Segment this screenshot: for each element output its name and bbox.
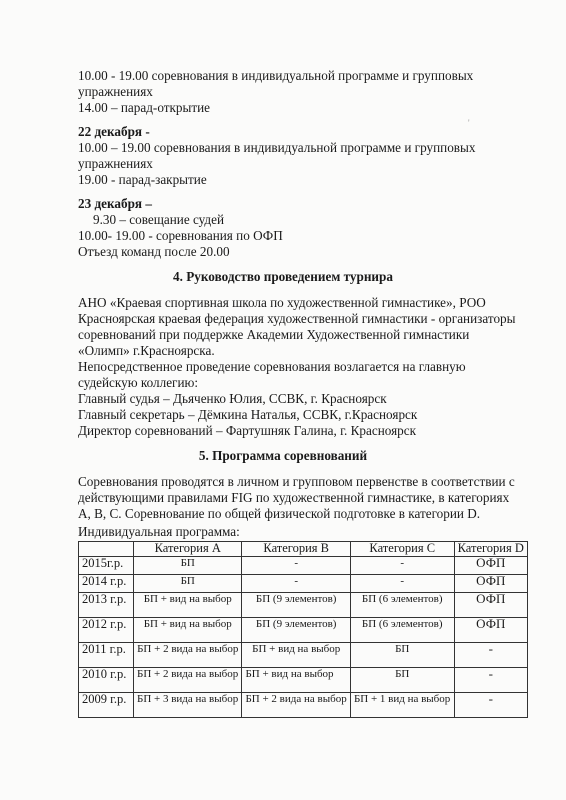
table-cell: БП + 3 вида на выбор [134, 693, 242, 718]
year-cell: 2011 г.р. [79, 643, 134, 668]
paragraph-line: Непосредственное проведение соревнования возлагается на главную [78, 359, 466, 374]
schedule-line: 14.00 – парад-открытие [78, 100, 211, 115]
paragraph-line: А, В, С. Соревнование по общей физической подготовке в категории D. [78, 506, 481, 521]
header-cell: Категория D [454, 542, 528, 557]
schedule-line: 10.00 - 19.00 соревнования в индивидуальной программе и групповых [78, 68, 474, 83]
paragraph-line: Соревнования проводятся в личном и групповом первенстве в соответствии с [78, 474, 515, 489]
date-heading: 23 декабря – [78, 196, 152, 211]
table-cell: БП + 2 вида на выбор [242, 693, 350, 718]
schedule-line: упражнениях [78, 156, 153, 171]
paragraph-line: АНО «Краевая спортивная школа по художественной гимнастике», РОО [78, 295, 486, 310]
table-cell: - [242, 557, 350, 575]
table-row [79, 618, 528, 643]
section-heading: 4. Руководство проведением турнира [173, 269, 393, 284]
table-cell: БП [350, 643, 454, 668]
schedule-line: 9.30 – совещание судей [93, 212, 225, 227]
table-row [79, 593, 528, 618]
section-heading: 5. Программа соревнований [198, 448, 368, 463]
table-cell: - [350, 575, 454, 593]
table-cell: БП + 1 вид на выбор [350, 693, 454, 718]
table-cell: БП (9 элементов) [242, 618, 350, 643]
table-cell: БП (6 элементов) [350, 618, 454, 643]
header-cell: Категория С [350, 542, 454, 557]
table-cell: БП (9 элементов) [242, 593, 350, 618]
paragraph-line: соревнований при поддержке Академии Художественной гимнастики [78, 327, 470, 342]
scan-speck: ' [468, 118, 470, 128]
paragraph-line: Красноярская краевая федерация художественной гимнастики - организаторы [78, 311, 516, 326]
schedule-line: Отъезд команд после 20.00 [78, 244, 230, 259]
table-row [79, 557, 528, 575]
table-cell: - [242, 575, 350, 593]
schedule-line: упражнениях [78, 84, 153, 99]
table-cell: БП + вид на выбор [242, 668, 350, 693]
table-header-row [79, 542, 528, 557]
table-row [79, 643, 528, 668]
table-cell: БП [134, 557, 242, 575]
program-table [78, 541, 528, 718]
year-cell: 2013 г.р. [79, 593, 134, 618]
table-row [79, 575, 528, 593]
schedule-line: 19.00 - парад-закрытие [78, 172, 207, 187]
table-cell: БП (6 элементов) [350, 593, 454, 618]
table-cell: ОФП [454, 618, 528, 643]
year-cell: 2015г.р. [79, 557, 134, 575]
year-cell: 2010 г.р. [79, 668, 134, 693]
header-cell: Категория В [242, 542, 350, 557]
paragraph-line: действующими правилами FIG по художественной гимнастике, в категориях [78, 490, 510, 505]
year-cell: 2012 г.р. [79, 618, 134, 643]
date-heading: 22 декабря - [78, 124, 150, 139]
schedule-line: 10.00- 19.00 - соревнования по ОФП [78, 228, 283, 243]
paragraph-line: Главный секретарь – Дёмкина Наталья, ССВК, г.Красноярск [78, 407, 418, 422]
table-caption: Индивидуальная программа: [78, 524, 240, 539]
table-cell: БП + вид на выбор [134, 593, 242, 618]
schedule-line: 10.00 – 19.00 соревнования в индивидуальной программе и групповых [78, 140, 476, 155]
table-cell: БП [134, 575, 242, 593]
header-cell [79, 542, 134, 557]
paragraph-line: Главный судья – Дьяченко Юлия, ССВК, г. Красноярск [78, 391, 387, 406]
table-cell: - [454, 643, 528, 668]
table-cell: ОФП [454, 557, 528, 575]
paragraph-line: Директор соревнований – Фартушняк Галина, г. Красноярск [78, 423, 417, 438]
table-cell: БП + вид на выбор [134, 618, 242, 643]
table-cell: БП + 2 вида на выбор [134, 668, 242, 693]
table-cell: БП + 2 вида на выбор [134, 643, 242, 668]
table-cell: - [454, 668, 528, 693]
paragraph-line: судейскую коллегию: [78, 375, 199, 390]
table-cell: ОФП [454, 593, 528, 618]
table-cell: БП + вид на выбор [242, 643, 350, 668]
header-cell: Категория А [134, 542, 242, 557]
paragraph-line: «Олимп» г.Красноярска. [78, 343, 215, 358]
table-row [79, 668, 528, 693]
table-cell: ОФП [454, 575, 528, 593]
year-cell: 2014 г.р. [79, 575, 134, 593]
table-cell: - [350, 557, 454, 575]
table-row [79, 693, 528, 718]
year-cell: 2009 г.р. [79, 693, 134, 718]
table-cell: БП [350, 668, 454, 693]
table-cell: - [454, 693, 528, 718]
